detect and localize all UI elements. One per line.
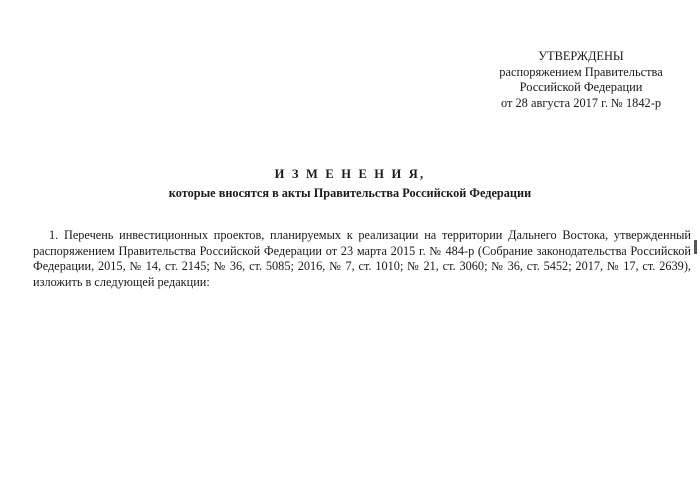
approval-issuer: распоряжением Правительства xyxy=(499,64,663,79)
approval-government: Российской Федерации xyxy=(519,80,643,95)
scan-edge-mark xyxy=(694,240,697,254)
paragraph-line: 1. Перечень инвестиционных проектов, планируемых к реализации на территории Дальнего Востока, утвержденный xyxy=(49,228,691,242)
approval-stamp xyxy=(470,49,692,111)
approval-heading: УТВЕРЖДЕНЫ xyxy=(538,49,624,63)
paragraph-line: Федерации, 2015, № 14, ст. 2145; № 36, ст. 5085; 2016, № 7, ст. 1010; № 21, ст. 3060; № 36, ст. 5452; 2017, № 17, ст. 2639), xyxy=(33,259,691,274)
document-title: И З М Е Н Е Н И Я, xyxy=(274,167,426,181)
document-subtitle: которые вносятся в акты Правительства Российской Федерации xyxy=(168,186,532,200)
paragraph-1 xyxy=(33,228,691,291)
approval-date-number: от 28 августа 2017 г. № 1842-р xyxy=(500,95,662,110)
paragraph-line: распоряжением Правительства Российской Федерации от 23 марта 2015 г. № 484-р (Собрание законодательства Российской xyxy=(33,243,691,258)
paragraph-line: изложить в следующей редакции: xyxy=(33,275,210,290)
